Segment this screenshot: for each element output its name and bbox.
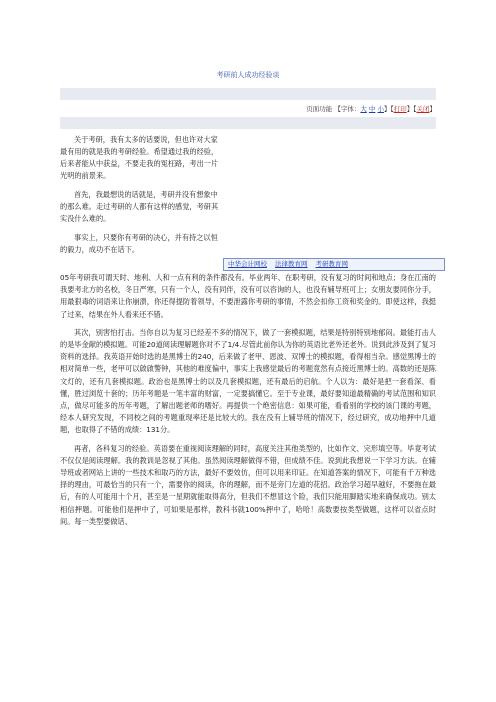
font-small-link[interactable]: 小 [377,105,384,113]
article-body [60,272,436,534]
paragraph-3b: 05年考研我可谓天时、地利、人和一点有利的条件都没有。毕业两年、在职考研，没有复习的时间和地点；身在江南的我要考北方的名校，冬日严寒，只有一个人，没有同伴，没有可以咨询的人，也没有辅导班可上；女朋友要同你分手，用最狠毒的词语来让你崩溃，你还得提防着领导，不要泄露你考研的事情，不然会扣你工资和奖金的。即使这样，我挺了过来，结果在外人看来还不错。 [60,273,436,319]
paragraph-2: 首先，我最想说的话就是，考研并没有想象中的那么难。走过考研的人都有这样的感觉，考研其实没什么难的。 [60,190,219,223]
font-medium-link[interactable]: 中 [368,105,376,113]
link-accounting-school[interactable]: 中华会计网校 [228,260,267,268]
paragraph-5: 再者，各科复习的经验。英语要在重视阅读理解的同时，高度关注其他类型的，比如作文、完形填空等。毕竟考试不仅仅是阅读理解。我的教训是忽视了其他。虽然阅读理解做得不错，但成绩不佳。说到此我想说一下学习方法。在辅导班或者网站上讲的一些技术和取巧的方法，最好不要效仿，但可以用来印证。在知道答案的情况下，可能有千万种选择的理由，可最恰当的只有一个，需要你的阅读，你的理解，而不是旁门左道的花招。政治学习超早越好，不要拖在最后，有的人可能用十个月，甚至是一星期就能取得高分，但我们不想冒这个险，我们只能用脚踏实地来确保成功。别太相信押题。可能他们是押中了，可如果是那样，教科书就100%押中了，哈哈！高数要按类型做题，这样可以省点时间。每一类型要做话、 [60,443,436,526]
related-links-box [223,258,445,271]
close-link[interactable]: 关闭 [416,105,430,113]
print-link[interactable]: 打印 [393,105,407,113]
header-bar [60,88,436,100]
toolbar-label: 页面功能 [306,105,333,113]
paragraph-3a: 事实上，只要你有考研的决心，并有持之以恒的毅力，成功不在话下。 [60,233,218,254]
article-intro-column [60,134,223,263]
paragraph-1: 关于考研，我有太多的话要说，但也许对大家最有用的就是我的考研经验。希望通过我的经验，后来者能从中获益，不要走我的冤枉路，考出一片光明的前景来。 [60,135,219,180]
page-toolbar: 页面功能 【字体：大 中 小】【打印】【关闭】 [306,105,436,113]
toolbar-divider-bar [60,117,436,129]
link-law-education[interactable]: 法律教育网 [275,260,308,268]
font-large-link[interactable]: 大 [360,105,367,113]
link-kaoyan-education[interactable]: 考研教育网 [315,260,348,268]
font-size-close-bracket: 】 [384,105,391,113]
paragraph-4: 其次，别害怕打击。当你自以为复习已经差不多的情况下，做了一套模拟题，结果是特别特别地郁闷。最能打击人的是毕金献的模拟题。可能20道阅读理解题你对不了1/4.尽管此前你认为你的英语比老外还老外。说到此涉及到了复习资料的选择。我英语开始时选的是黑博士的240，后来做了老甲、恩波、双博士的模拟题，看得相当杂。感觉黑博士的相对简单一些，老甲可以啟啟警钟，其他的难度偏中，事实上我感觉最后的考题竟然有点接近黑博士的。高数的还是陈文灯的，还有几套模拟题。政治也是黑博士的以及几套模拟题，还有最后的启航。个人以为：最好是把一套看深、看懂，胜过浏览十套的；历年考题是一笔丰富的财富，一定要搞懂它。至于专业课，最好要知道最精确的考试范围和知识点，做尽可能多的历年考题，了解出题老师的嗜好。再提供一个绝密信息：如果可能，看看别的学校的该门课的考题，经本人研究发现，不同校之间的考题重现率还是比较大的。我在没有上辅导班的情况下，经过研究，成功地押中几道题，也取得了不错的成绩：131分。 [60,327,436,435]
article-title: 考研前人成功经验谈 [216,71,280,79]
font-size-label: 【字体： [334,105,361,113]
